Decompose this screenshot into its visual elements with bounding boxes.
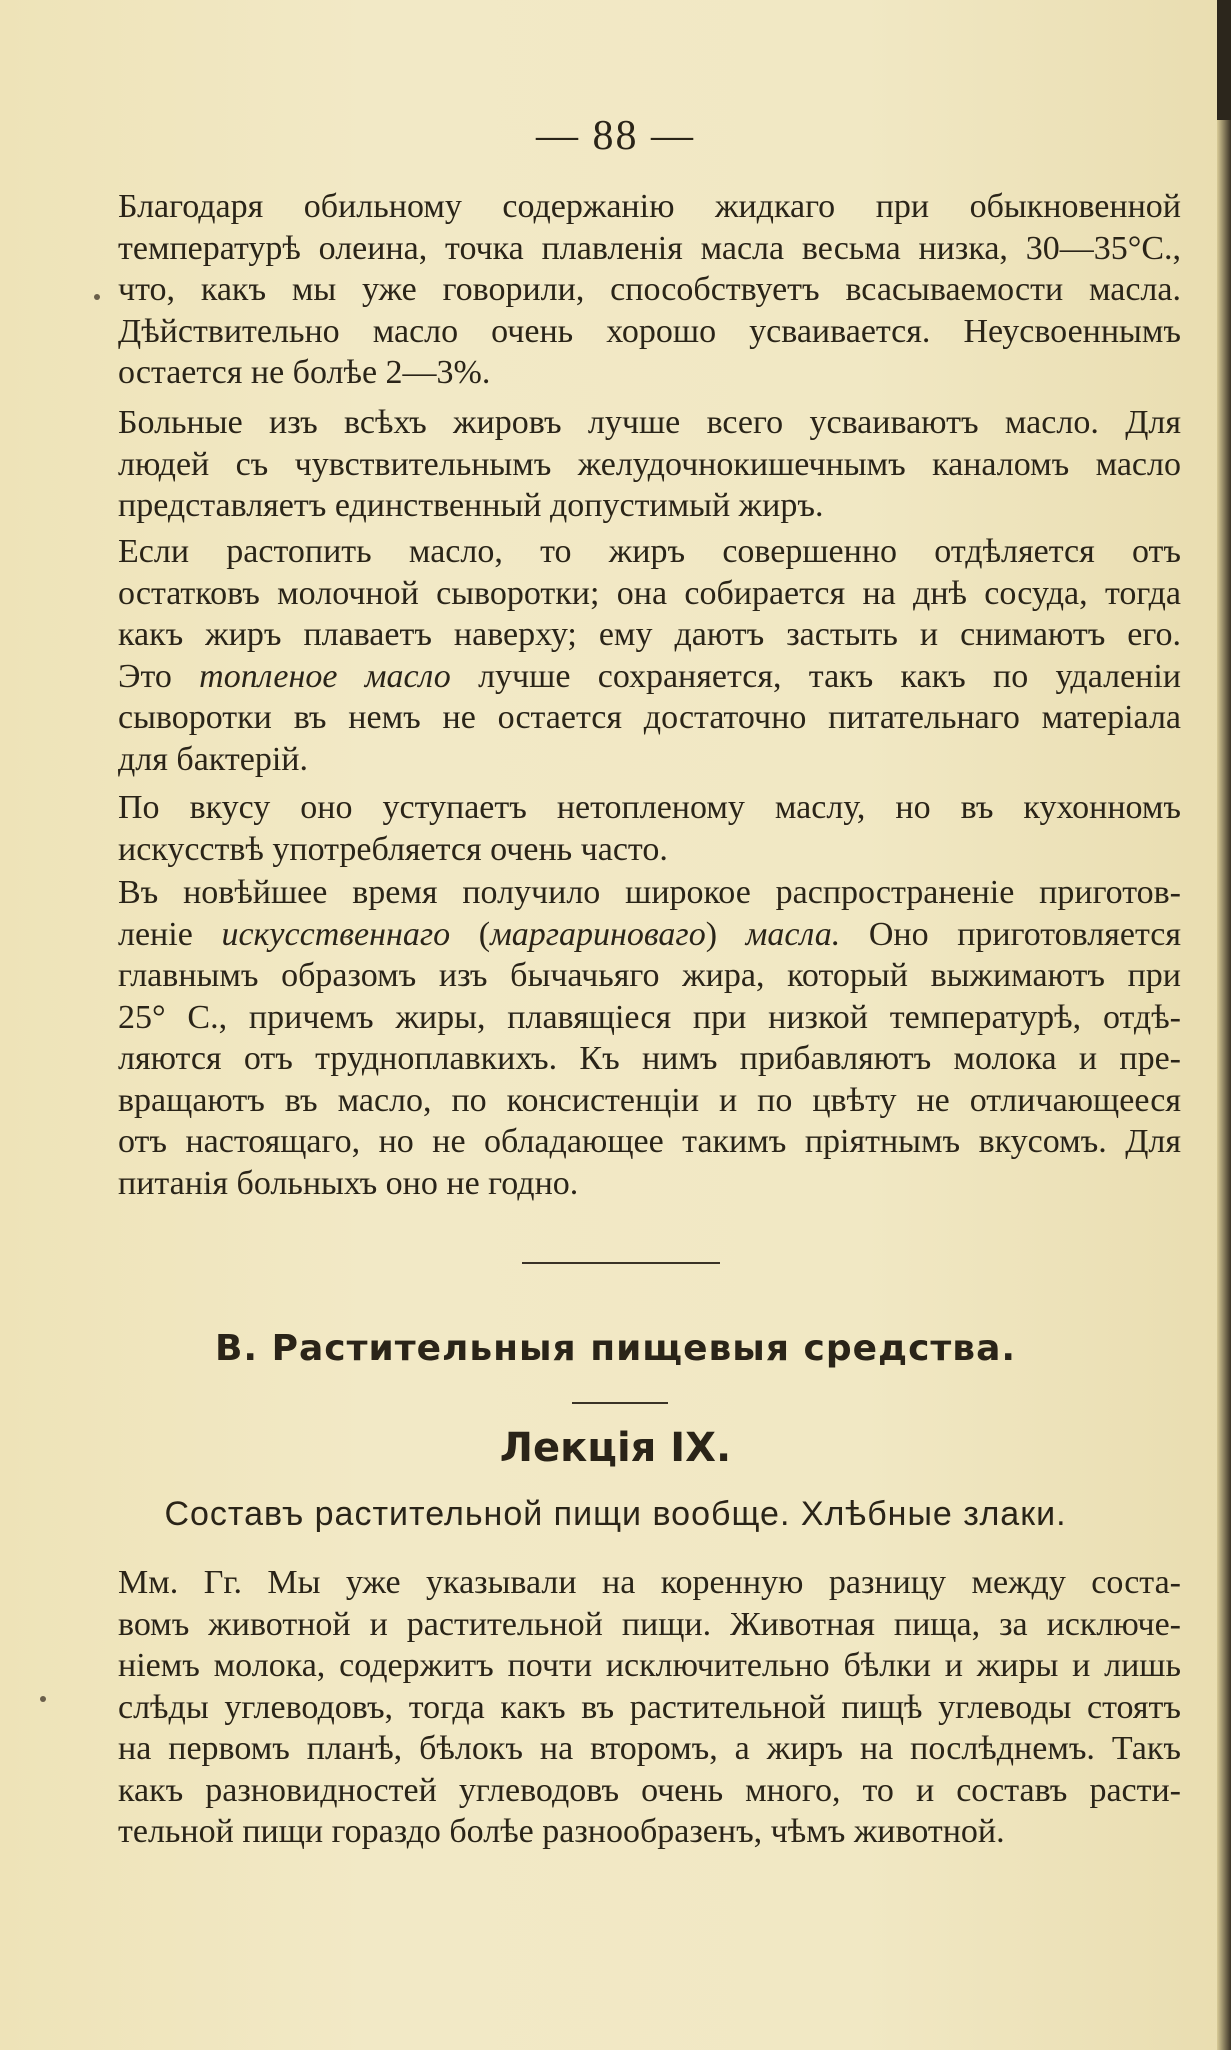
paragraph-plant-food: [118, 1562, 1181, 1857]
lecture-subtitle: Составъ растительной пищи вообще. Хлѣбные злаки.: [164, 1495, 1067, 1533]
text-line: ніемъ молока, содержитъ почти исключительно бѣлки и жиры и лишь: [118, 1647, 1181, 1684]
text-fragment: ): [705, 915, 746, 953]
lecture-title: Лекція IX.: [499, 1425, 732, 1471]
text-fragment: Это: [118, 657, 200, 695]
paragraph-butter-melting: [118, 186, 1181, 398]
text-fragment: (: [450, 915, 491, 953]
paragraph-taste: [118, 787, 1181, 874]
text-fragment: леніе: [118, 915, 222, 953]
text-line: на первомъ планѣ, бѣлокъ на второмъ, а жиръ на послѣднемъ. Такъ: [118, 1730, 1181, 1767]
text-line: главнымъ образомъ изъ бычачьяго жира, который выжимаютъ при: [118, 957, 1181, 994]
text-fragment: Оно приготовляется: [840, 915, 1181, 953]
text-line: вращаютъ въ масло, по консистенціи и по цвѣту не отличающееся: [118, 1081, 1181, 1119]
paragraph-margarine: [118, 872, 1181, 1208]
text-line: что, какъ мы уже говорили, способствуетъ всасываемости масла.: [118, 271, 1181, 308]
page-edge-dark: [1217, 0, 1231, 120]
text-line: людей съ чувствительнымъ желудочнокишечнымъ каналомъ масло: [118, 445, 1181, 483]
paragraph-patients-butter: [118, 402, 1181, 531]
text-line: Мм. Гг. Мы уже указывали на коренную разницу между соста-: [118, 1564, 1181, 1601]
paragraph-melted-butter: [118, 531, 1181, 784]
text-line: Если растопить масло, то жиръ совершенно отдѣляется отъ: [118, 533, 1181, 570]
text-line: [118, 914, 1181, 956]
section-title: В. Растительныя пищевыя средства.: [214, 1328, 1017, 1369]
text-line: сыворотки въ немъ не остается достаточно питательнаго матеріала: [118, 699, 1181, 736]
text-line: температурѣ олеина, точка плавленія масла весьма низка, 30—35°С.,: [118, 229, 1181, 267]
italic-term: искусственнаго: [221, 915, 451, 953]
text-line: вомъ животной и растительной пищи. Животная пища, за исключе-: [118, 1605, 1181, 1643]
ink-speck: [40, 1696, 46, 1702]
text-line: [118, 656, 1181, 698]
text-line: остатковъ молочной сыворотки; она собирается на днѣ сосуда, тогда: [118, 574, 1181, 612]
text-line: питанія больныхъ оно не годно.: [118, 1164, 579, 1202]
italic-term: масла.: [745, 915, 841, 953]
text-line: для бактерій.: [118, 740, 308, 778]
text-line: слѣды углеводовъ, тогда какъ въ растительной пищѣ углеводы стоятъ: [118, 1688, 1181, 1726]
ink-speck: [94, 294, 100, 300]
text-line: отъ настоящаго, но не обладающее такимъ пріятнымъ вкусомъ. Для: [118, 1123, 1181, 1160]
text-line: 25° С., причемъ жиры, плавящіеся при низкой температурѣ, отдѣ-: [118, 998, 1181, 1036]
italic-term: маргариноваго: [490, 915, 706, 953]
page-number: — 88 —: [536, 113, 695, 159]
divider-rule-short: [572, 1402, 668, 1404]
text-line: остается не болѣе 2—3%.: [118, 354, 491, 391]
text-line: ляются отъ трудноплавкихъ. Къ нимъ прибавляютъ молока и пре-: [118, 1040, 1181, 1077]
text-line: какъ жиръ плаваетъ наверху; ему даютъ застыть и снимаютъ его.: [118, 616, 1181, 653]
text-fragment: лучше сохраняется, такъ какъ по удаленіи: [450, 657, 1181, 695]
divider-rule: [522, 1262, 720, 1264]
text-line: Въ новѣйшее время получило широкое распространеніе приготов-: [118, 874, 1181, 911]
page-edge-shadow: [1217, 0, 1231, 2050]
italic-term: топленое масло: [199, 657, 451, 695]
text-line: искусствѣ употребляется очень часто.: [118, 830, 668, 868]
text-line: тельной пищи гораздо болѣе разнообразенъ, чѣмъ животной.: [118, 1813, 1005, 1850]
text-line: какъ разновидностей углеводовъ очень много, то и составъ расти-: [118, 1771, 1181, 1809]
text-line: представляетъ единственный допустимый жиръ.: [118, 487, 824, 524]
text-line: По вкусу оно уступаетъ нетопленому маслу, но въ кухонномъ: [118, 789, 1181, 826]
text-line: Больные изъ всѣхъ жировъ лучше всего усваиваютъ масло. Для: [118, 404, 1181, 441]
text-line: Благодаря обильному содержанію жидкаго при обыкновенной: [118, 188, 1181, 225]
text-line: Дѣйствительно масло очень хорошо усваивается. Неусвоеннымъ: [118, 312, 1181, 350]
